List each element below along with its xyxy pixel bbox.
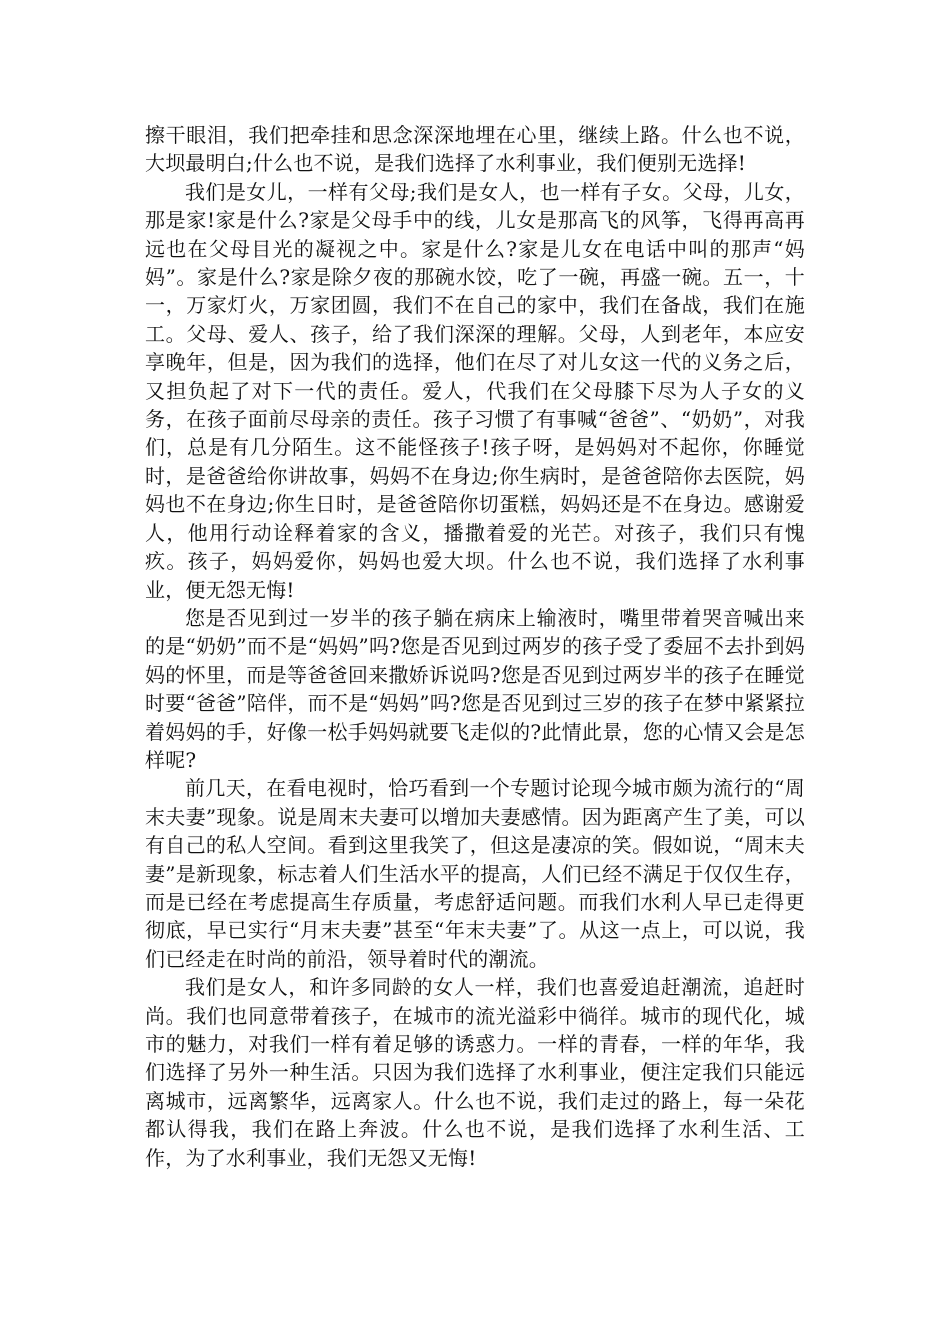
- paragraph-4: 前几天，在看电视时，恰巧看到一个专题讨论现今城市颇为流行的“周末夫妻”现象。说是周末夫妻可以增加夫妻感情。因为距离产生了美，可以有自己的私人空间。看到这里我笑了，但这是凄凉的笑。假如说，“周末夫妻”是新现象，标志着人们生活水平的提高，人们已经不满足于仅仅生存，而是已经在考虑提高生存质量，考虑舒适问题。而我们水利人早已走得更彻底，早已实行“月末夫妻”甚至“年末夫妻”了。从这一点上，可以说，我们已经走在时尚的前沿，领导着时代的潮流。: [145, 776, 805, 971]
- paragraph-5: 我们是女人，和许多同龄的女人一样，我们也喜爱追赶潮流，追赶时尚。我们也同意带着孩子，在城市的流光溢彩中徜徉。城市的现代化，城市的魅力，对我们一样有着足够的诱惑力。一样的青春，一样的年华，我们选择了另外一种生活。只因为我们选择了水利事业，便注定我们只能远离城市，远离繁华，远离家人。什么也不说，我们走过的路上，每一朵花都认得我，我们在路上奔波。什么也不说，是我们选择了水利生活、工作，为了水利事业，我们无怨又无悔!: [145, 975, 805, 1170]
- paragraph-2: 我们是女儿，一样有父母;我们是女人，也一样有子女。父母，儿女，那是家!家是什么?家是父母手中的线，儿女是那高飞的风筝，飞得再高再远也在父母目光的凝视之中。家是什么?家是儿女在电话中叫的那声“妈妈”。家是什么?家是除夕夜的那碗水饺，吃了一碗，再盛一碗。五一，十一，万家灯火，万家团圆，我们不在自己的家中，我们在备战，我们在施工。父母、爱人、孩子，给了我们深深的理解。父母，人到老年，本应安享晚年，但是，因为我们的选择，他们在尽了对儿女这一代的义务之后，又担负起了对下一代的责任。爱人，代我们在父母膝下尽为人子女的义务，在孩子面前尽母亲的责任。孩子习惯了有事喊“爸爸”、“奶奶”，对我们，总是有几分陌生。这不能怪孩子!孩子呀，是妈妈对不起你，你睡觉时，是爸爸给你讲故事，妈妈不在身边;你生病时，是爸爸陪你去医院，妈妈也不在身边;你生日时，是爸爸陪你切蛋糕，妈妈还是不在身边。感谢爱人，他用行动诠释着家的含义，播撒着爱的光芒。对孩子，我们只有愧疚。孩子，妈妈爱你，妈妈也爱大坝。什么也不说，我们选择了水利事业，便无怨无悔!: [145, 179, 805, 602]
- paragraph-3: 您是否见到过一岁半的孩子躺在病床上输液时，嘴里带着哭音喊出来的是“奶奶”而不是“妈妈”吗?您是否见到过两岁的孩子受了委屈不去扑到妈妈的怀里，而是等爸爸回来撒娇诉说吗?您是否见到过两岁半的孩子在睡觉时要“爸爸”陪伴，而不是“妈妈”吗?您是否见到过三岁的孩子在梦中紧紧拉着妈妈的手，好像一松手妈妈就要飞走似的?此情此景，您的心情又会是怎样呢?: [145, 605, 805, 772]
- document-body: [145, 121, 805, 1172]
- paragraph-1: 擦干眼泪，我们把牵挂和思念深深地埋在心里，继续上路。什么也不说，大坝最明白;什么也不说，是我们选择了水利事业，我们便别无选择!: [145, 123, 805, 176]
